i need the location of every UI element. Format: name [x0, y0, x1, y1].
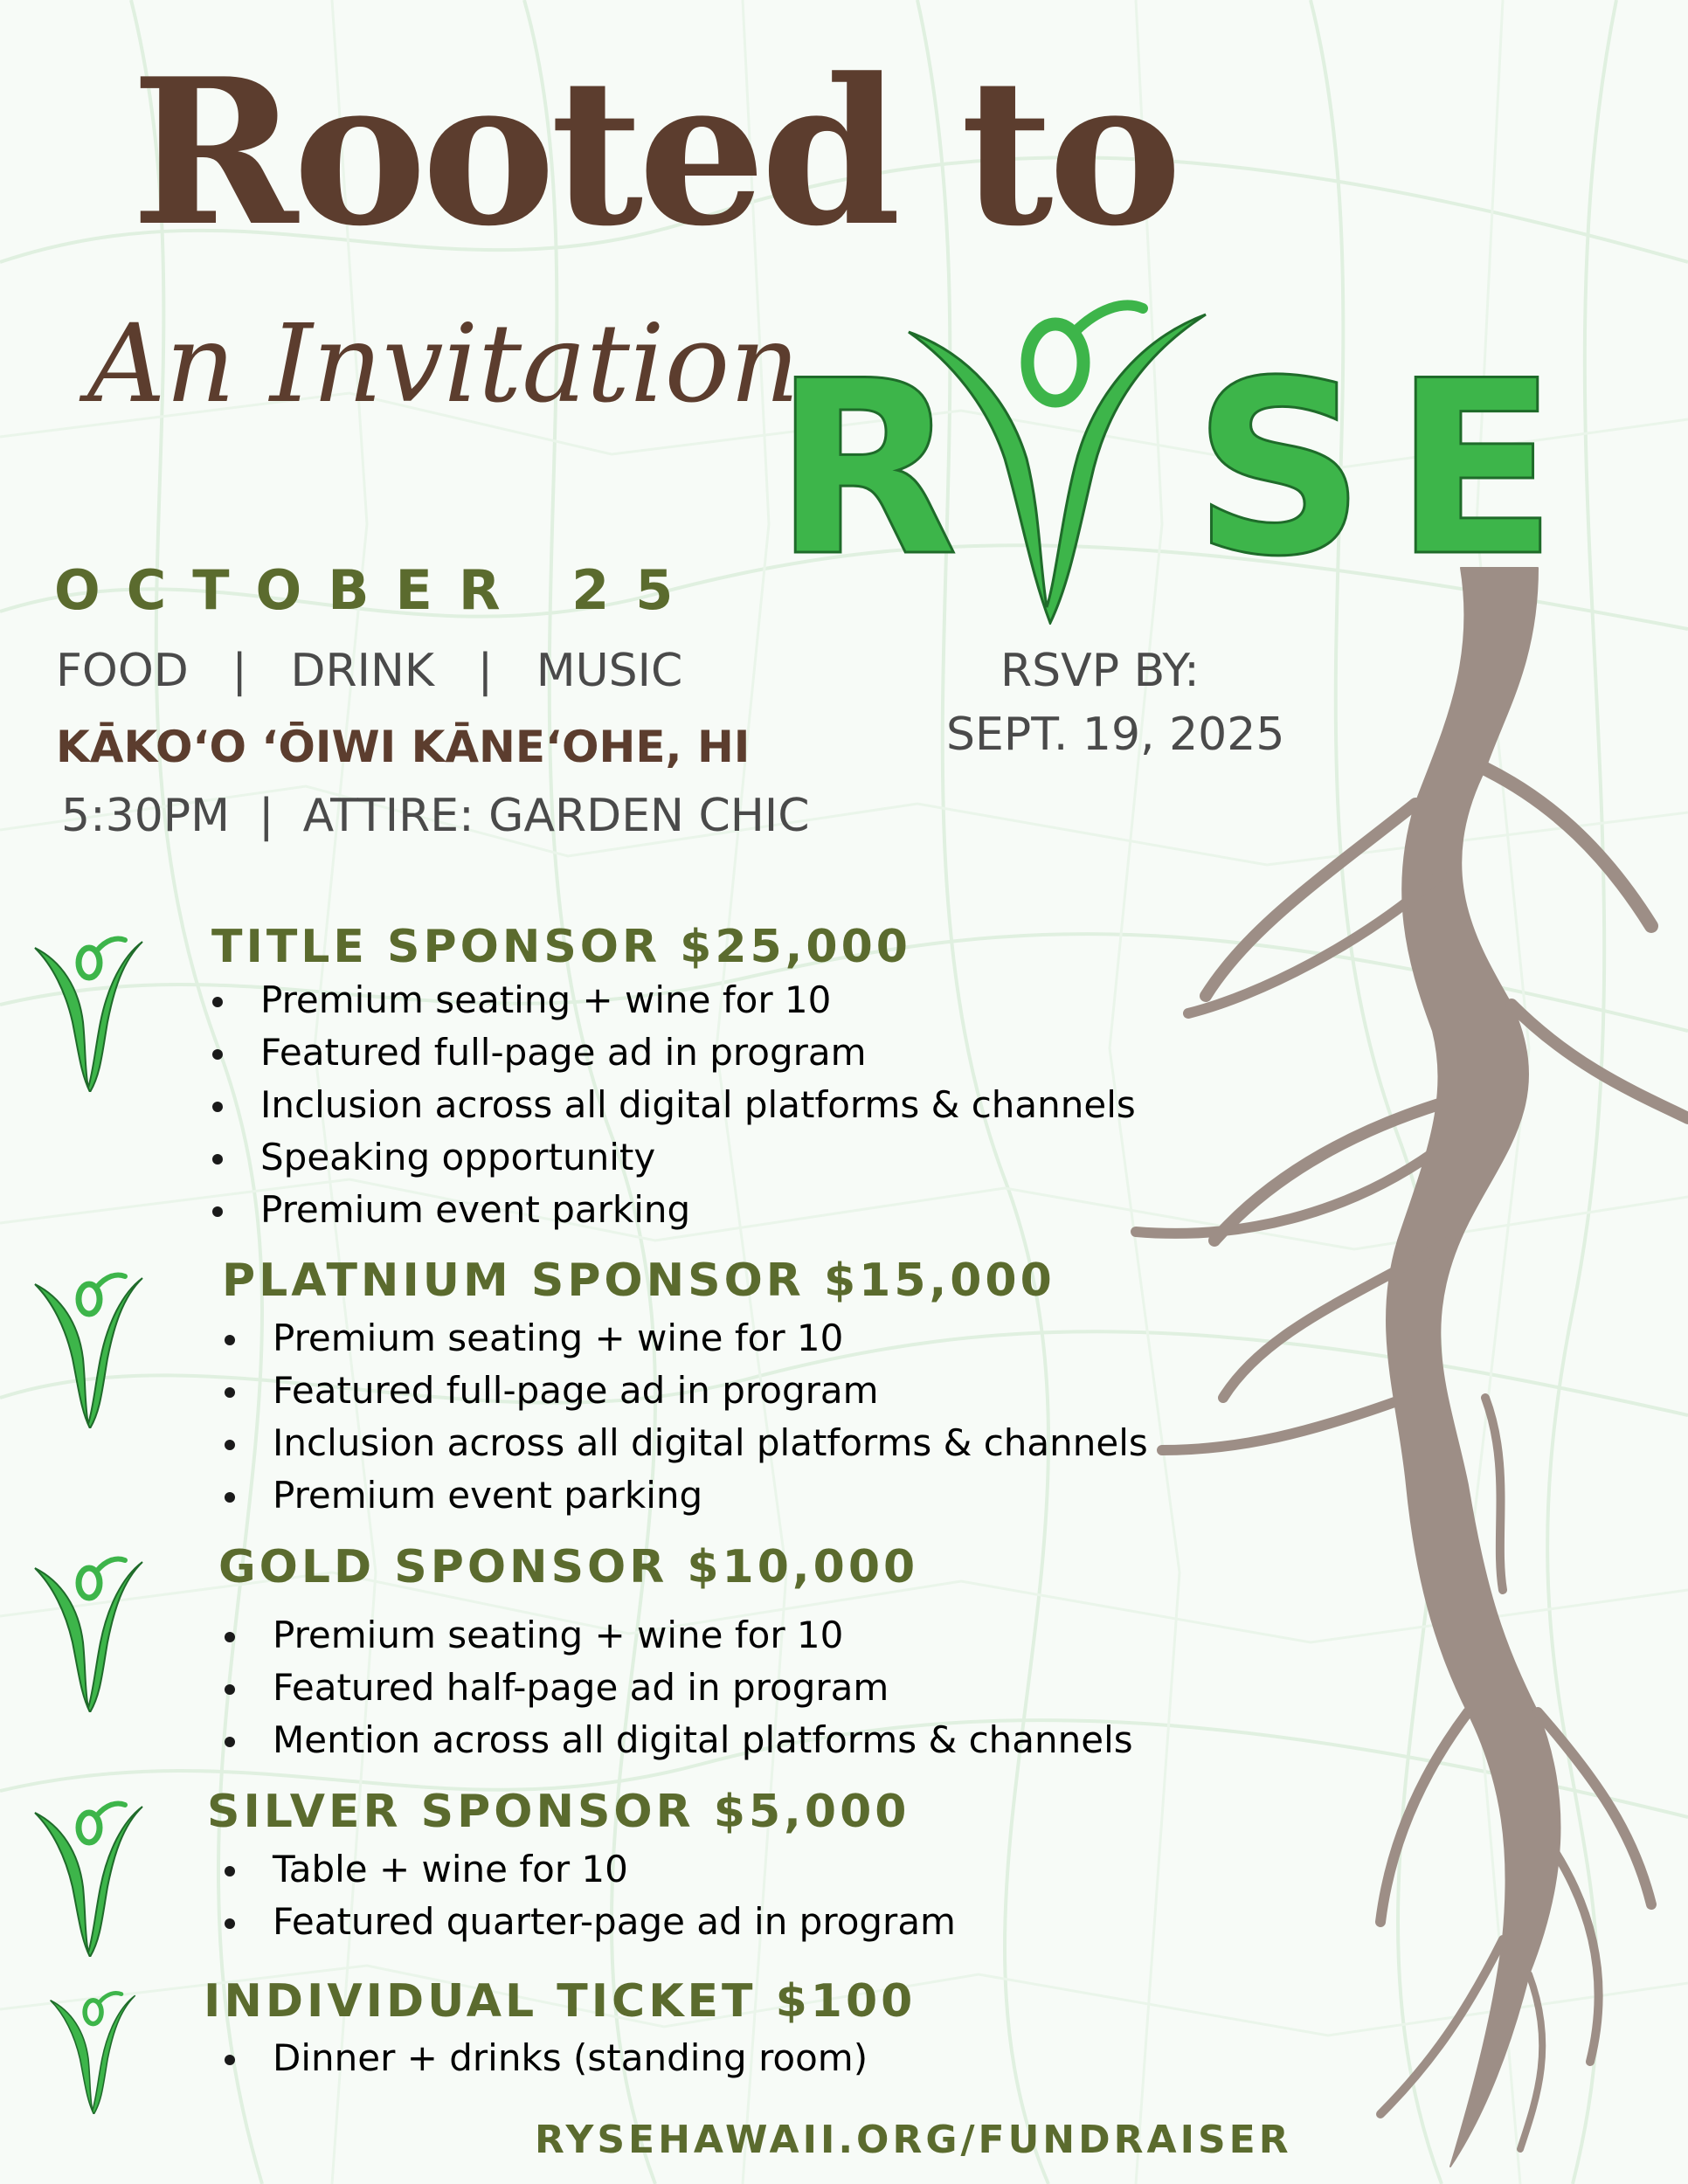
benefit-item: Speaking opportunity — [212, 1131, 1136, 1184]
benefit-item: Premium event parking — [212, 1184, 1136, 1236]
benefit-item: Featured half-page ad in program — [225, 1662, 1133, 1714]
tier-title: SILVER SPONSOR $5,000 — [207, 1786, 910, 1838]
tier-benefits-list — [225, 1609, 1133, 1766]
benefit-item: Featured full-page ad in program — [212, 1026, 1136, 1079]
benefit-item: Inclusion across all digital platforms & channels — [225, 1417, 1148, 1469]
invitation-script: An Invitation — [87, 301, 800, 427]
tier-title: INDIVIDUAL TICKET $100 — [204, 1975, 917, 2028]
benefit-item: Featured full-page ad in program — [225, 1365, 1148, 1417]
tier-benefits-list — [225, 2032, 868, 2084]
benefit-item: Mention across all digital platforms & channels — [225, 1714, 1133, 1766]
event-time-attire: 5:30PM | ATTIRE: GARDEN CHIC — [61, 790, 810, 842]
event-date: OCTOBER 25 — [54, 558, 700, 622]
event-amenities: FOOD | DRINK | MUSIC — [56, 645, 683, 697]
tier-benefits-list — [212, 974, 1136, 1236]
benefit-item: Table + wine for 10 — [225, 1843, 956, 1896]
ryse-person-icon — [31, 1262, 144, 1428]
rsvp-date: SEPT. 19, 2025 — [946, 708, 1285, 761]
ryse-person-icon — [31, 1546, 144, 1712]
event-title: Rooted to — [131, 35, 1178, 271]
benefit-item: Premium seating + wine for 10 — [225, 1609, 1133, 1662]
ryse-logo-letter-s: S — [1193, 329, 1366, 609]
tier-benefits-list — [225, 1312, 1148, 1522]
ryse-logo-letter-r: R — [773, 329, 958, 609]
ryse-person-icon — [31, 926, 144, 1092]
ryse-person-logo — [900, 293, 1214, 625]
tier-title: PLATNIUM SPONSOR $15,000 — [222, 1254, 1055, 1307]
ryse-logo-letter-e: E — [1394, 329, 1558, 609]
benefit-item: Premium event parking — [225, 1469, 1148, 1522]
benefit-item: Inclusion across all digital platforms & channels — [212, 1079, 1136, 1131]
benefit-item: Featured quarter-page ad in program — [225, 1896, 956, 1948]
benefit-item: Dinner + drinks (standing room) — [225, 2032, 868, 2084]
fundraiser-url[interactable]: RYSEHAWAII.ORG/FUNDRAISER — [535, 2118, 1292, 2162]
event-venue: KĀKOʻO ʻŌIWI KĀNEʻOHE, HI — [56, 722, 751, 772]
tier-title: GOLD SPONSOR $10,000 — [218, 1541, 919, 1593]
ryse-person-icon — [31, 1791, 144, 1957]
benefit-item: Premium seating + wine for 10 — [212, 974, 1136, 1026]
ryse-person-icon — [39, 1983, 144, 2114]
rsvp-label: RSVP BY: — [1000, 645, 1200, 697]
benefit-item: Premium seating + wine for 10 — [225, 1312, 1148, 1365]
tier-title: TITLE SPONSOR $25,000 — [211, 921, 911, 973]
tier-benefits-list — [225, 1843, 956, 1948]
